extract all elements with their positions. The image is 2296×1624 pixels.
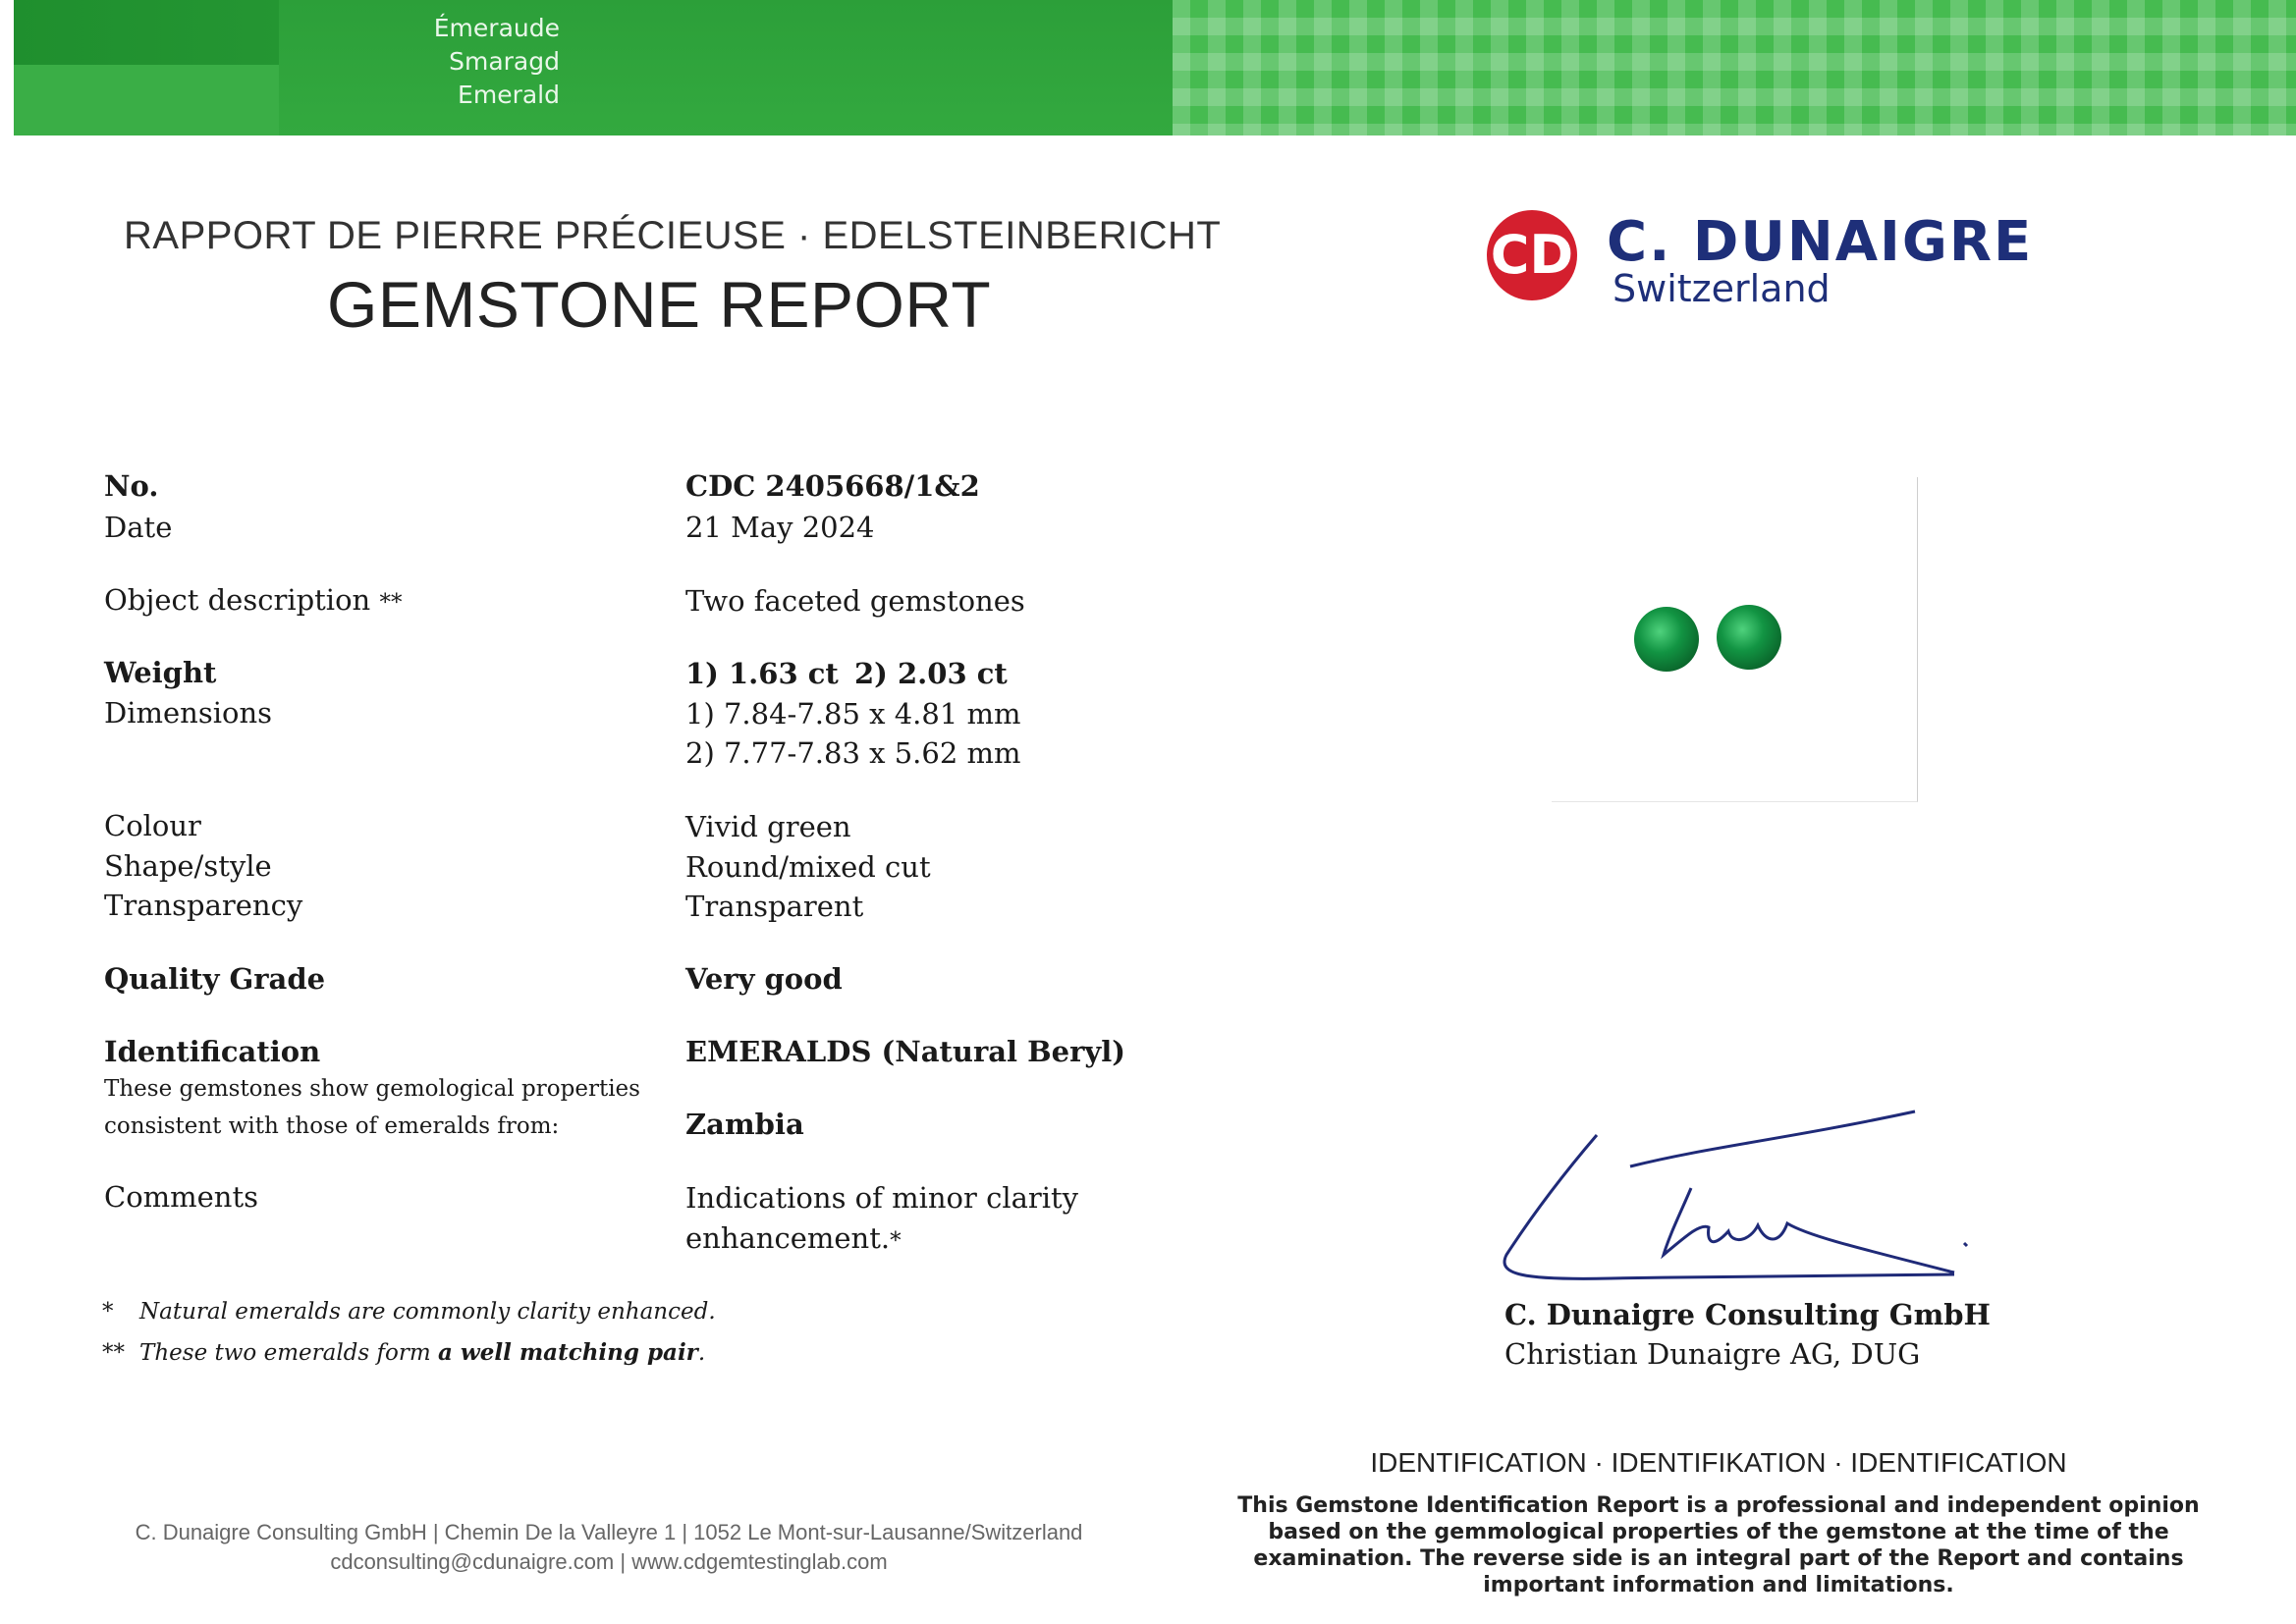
- shape-value: Round/mixed cut: [685, 850, 931, 884]
- footnote-2-mark: **: [102, 1340, 125, 1366]
- weight-value-1: 1) 1.63 ct: [685, 657, 839, 690]
- transparency-value: Transparent: [685, 890, 864, 923]
- signature-image: [1493, 1108, 1984, 1304]
- gemstone-photo: [1552, 477, 1918, 802]
- banner-band: [279, 0, 1173, 135]
- shape-label: Shape/style: [104, 849, 272, 883]
- gem-name-en: Emerald: [458, 81, 560, 109]
- gemstone-2-image: [1717, 605, 1781, 670]
- gem-names: [434, 12, 560, 112]
- footer-address-block: [59, 1518, 1159, 1577]
- banner-block: [14, 65, 279, 135]
- company-logo: [1481, 204, 2034, 312]
- logo-sub: Switzerland: [1613, 267, 1831, 310]
- footnote-1-mark: *: [102, 1299, 114, 1325]
- colour-label: Colour: [104, 809, 201, 842]
- footer-address: C. Dunaigre Consulting GmbH | Chemin De la Valleyre 1 | 1052 Le Mont-sur-Lausanne/Switzerland: [135, 1520, 1083, 1544]
- report-title: GEMSTONE REPORT: [327, 268, 992, 341]
- description-mark: **: [379, 590, 403, 616]
- logo-name: C. DUNAIGRE: [1607, 210, 2034, 274]
- comments-label: Comments: [104, 1180, 259, 1214]
- footnote-2: [102, 1339, 705, 1366]
- footnote-2-text-a: These two emeralds form: [139, 1340, 438, 1366]
- identification-label: Identification: [104, 1035, 321, 1068]
- footnote-1-text: Natural emeralds are commonly clarity enhanced.: [139, 1299, 716, 1325]
- gem-name-de: Smaragd: [449, 47, 560, 76]
- weight-value-2: 2) 2.03 ct: [854, 657, 1008, 690]
- footnote-2-text-b: a well matching pair: [438, 1339, 698, 1366]
- description-label-text: Object description: [104, 583, 371, 617]
- colour-value: Vivid green: [685, 810, 851, 843]
- gemstone-1-image: [1634, 607, 1699, 672]
- footnote-2-text-c: .: [697, 1340, 706, 1366]
- comments-line-2: [685, 1221, 902, 1255]
- footer-contact: cdconsulting@cdunaigre.com | www.cdgemtestinglab.com: [330, 1549, 888, 1574]
- date-label: Date: [104, 511, 173, 544]
- dimensions-value-1: 1) 7.84-7.85 x 4.81 mm: [685, 697, 1021, 731]
- comments-mark: *: [890, 1228, 902, 1254]
- quality-value: Very good: [685, 962, 843, 996]
- identification-heading: IDENTIFICATION · IDENTIFIKATION · IDENTIFICATION: [1370, 1447, 2067, 1478]
- origin-note-line-1: These gemstones show gemological properties: [104, 1076, 640, 1102]
- number-value: CDC 2405668/1&2: [685, 469, 980, 503]
- quality-label: Quality Grade: [104, 962, 326, 996]
- report-title-multilang: RAPPORT DE PIERRE PRÉCIEUSE · EDELSTEINBERICHT: [124, 214, 1222, 257]
- origin-note-line-2: consistent with those of emeralds from:: [104, 1113, 560, 1139]
- origin-value: Zambia: [685, 1108, 804, 1141]
- comments-line-2-text: enhancement.: [685, 1221, 891, 1255]
- banner-pattern: [1173, 0, 2296, 135]
- date-value: 21 May 2024: [685, 511, 875, 544]
- dimensions-label: Dimensions: [104, 696, 273, 730]
- top-banner: [14, 0, 2296, 135]
- description-label: [104, 583, 402, 617]
- signatory-person: Christian Dunaigre AG, DUG: [1504, 1337, 1921, 1371]
- disclaimer-text: This Gemstone Identification Report is a professional and independent opinion based on the gemmological properties of the gemstone at the time of the examination. The reverse side is an integral part of the Report and contains important information and limitations.: [1237, 1493, 2200, 1597]
- transparency-label: Transparency: [104, 889, 303, 922]
- identification-value: EMERALDS (Natural Beryl): [685, 1035, 1125, 1068]
- comments-line-1: Indications of minor clarity: [685, 1181, 1079, 1215]
- dimensions-value-2: 2) 7.77-7.83 x 5.62 mm: [685, 736, 1021, 770]
- cd-monogram-icon: [1481, 204, 1589, 306]
- footnote-1: [102, 1299, 716, 1325]
- weight-label: Weight: [104, 656, 217, 689]
- description-value: Two faceted gemstones: [685, 584, 1025, 618]
- signatory-company: C. Dunaigre Consulting GmbH: [1504, 1298, 1991, 1331]
- number-label: No.: [104, 469, 159, 503]
- monogram-text: CD: [1490, 224, 1574, 286]
- gem-name-fr: Émeraude: [433, 14, 560, 42]
